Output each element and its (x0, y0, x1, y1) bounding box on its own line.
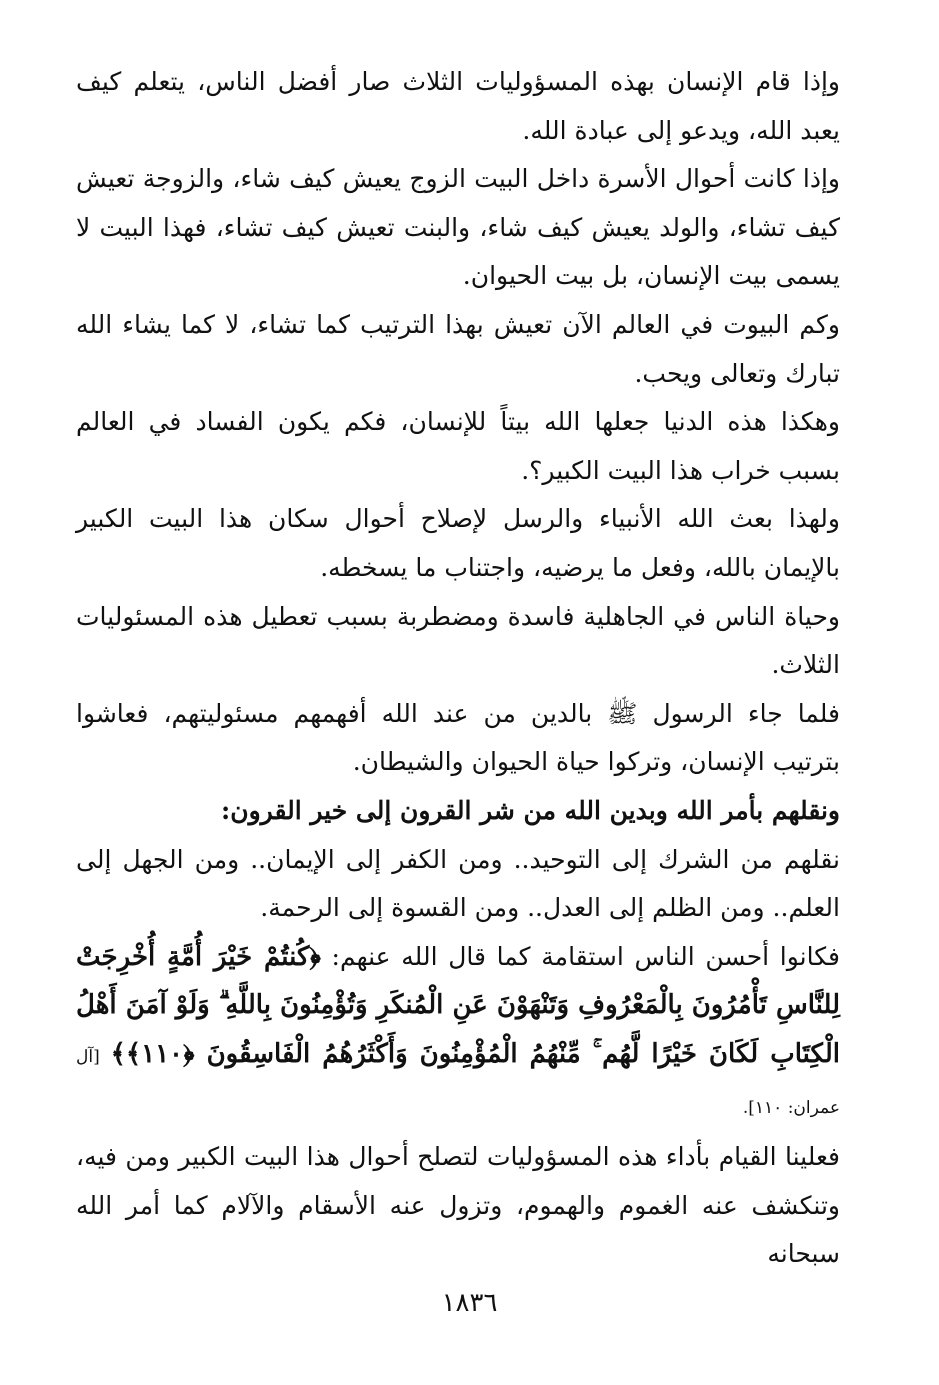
section-heading: ونقلهم بأمر الله وبدين الله من شر القرون إلى خير القرون: (221, 795, 840, 825)
transfer-paragraph: نقلهم من الشرك إلى التوحيد.. ومن الكفر إلى الإيمان.. ومن الجهل إلى العلم.. ومن الظلم إلى العدل.. ومن القسوة إلى الرحمة. (76, 844, 840, 923)
verse-paragraph (76, 933, 840, 1133)
paragraph-1: وإذا قام الإنسان بهذه المسؤوليات الثلاث صار أفضل الناس، يتعلم كيف يعبد الله، ويدعو إلى عبادة الله. (76, 67, 840, 145)
paragraph-5: ولهذا بعث الله الأنبياء والرسل لإصلاح أحوال سكان هذا البيت الكبير بالإيمان بالله، وفعل ما يرضيه، واجتناب ما يسخطه. (76, 504, 840, 582)
paragraph-2: وإذا كانت أحوال الأسرة داخل البيت الزوج يعيش كيف شاء، والزوجة تعيش كيف تشاء، والولد يعيش كيف شاء، والبنت تعيش كيف تشاء، فهذا البيت لا يسمى بيت الإنسان، بل بيت الحيوان. (76, 164, 840, 291)
verse-intro: فكانوا أحسن الناس استقامة كما قال الله عنهم: (331, 941, 840, 971)
paragraph-4: وهكذا هذه الدنيا جعلها الله بيتاً للإنسان، فكم يكون الفساد في العالم بسبب خراب هذا البيت الكبير؟. (76, 407, 840, 485)
page-number: ١٨٣٦ (441, 1288, 498, 1318)
closing-paragraph: فعلينا القيام بأداء هذه المسؤوليات لتصلح أحوال هذا البيت الكبير ومن فيه، وتنكشف عنه الغموم والهموم، وتزول عنه الأسقام والآلام كما أمر الله سبحانه (76, 1142, 840, 1269)
paragraph-3: وكم البيوت في العالم الآن تعيش بهذا الترتيب كما تشاء، لا كما يشاء الله تبارك وتعالى ويحب. (76, 309, 840, 388)
verse-citation: [آل عمران: ١١٠]. (76, 1046, 840, 1119)
paragraph-7: فلما جاء الرسول ﷺ بالدين من عند الله أفهمهم مسئوليتهم، فعاشوا بترتيب الإنسان، وتركوا حياة الحيوان والشيطان. (76, 698, 840, 777)
paragraph-6: وحياة الناس في الجاهلية فاسدة ومضطربة بسبب تعطيل هذه المسئوليات الثلاث. (76, 601, 840, 680)
quran-verse: ﴿كُنتُمْ خَيْرَ أُمَّةٍ أُخْرِجَتْ لِلنَّاسِ تَأْمُرُونَ بِالْمَعْرُوفِ وَتَنْهَوْنَ عَنِ الْمُنكَرِ وَتُؤْمِنُونَ بِاللَّهِ ۗ وَلَوْ آمَنَ أَهْلُ الْكِتَابِ لَكَانَ خَيْرًا لَّهُم ۚ مِّنْهُمُ الْمُؤْمِنُونَ وَأَكْثَرُهُمُ الْفَاسِقُونَ ﴿١١٠﴾﴾ (76, 941, 841, 1069)
page-body (76, 58, 840, 1279)
